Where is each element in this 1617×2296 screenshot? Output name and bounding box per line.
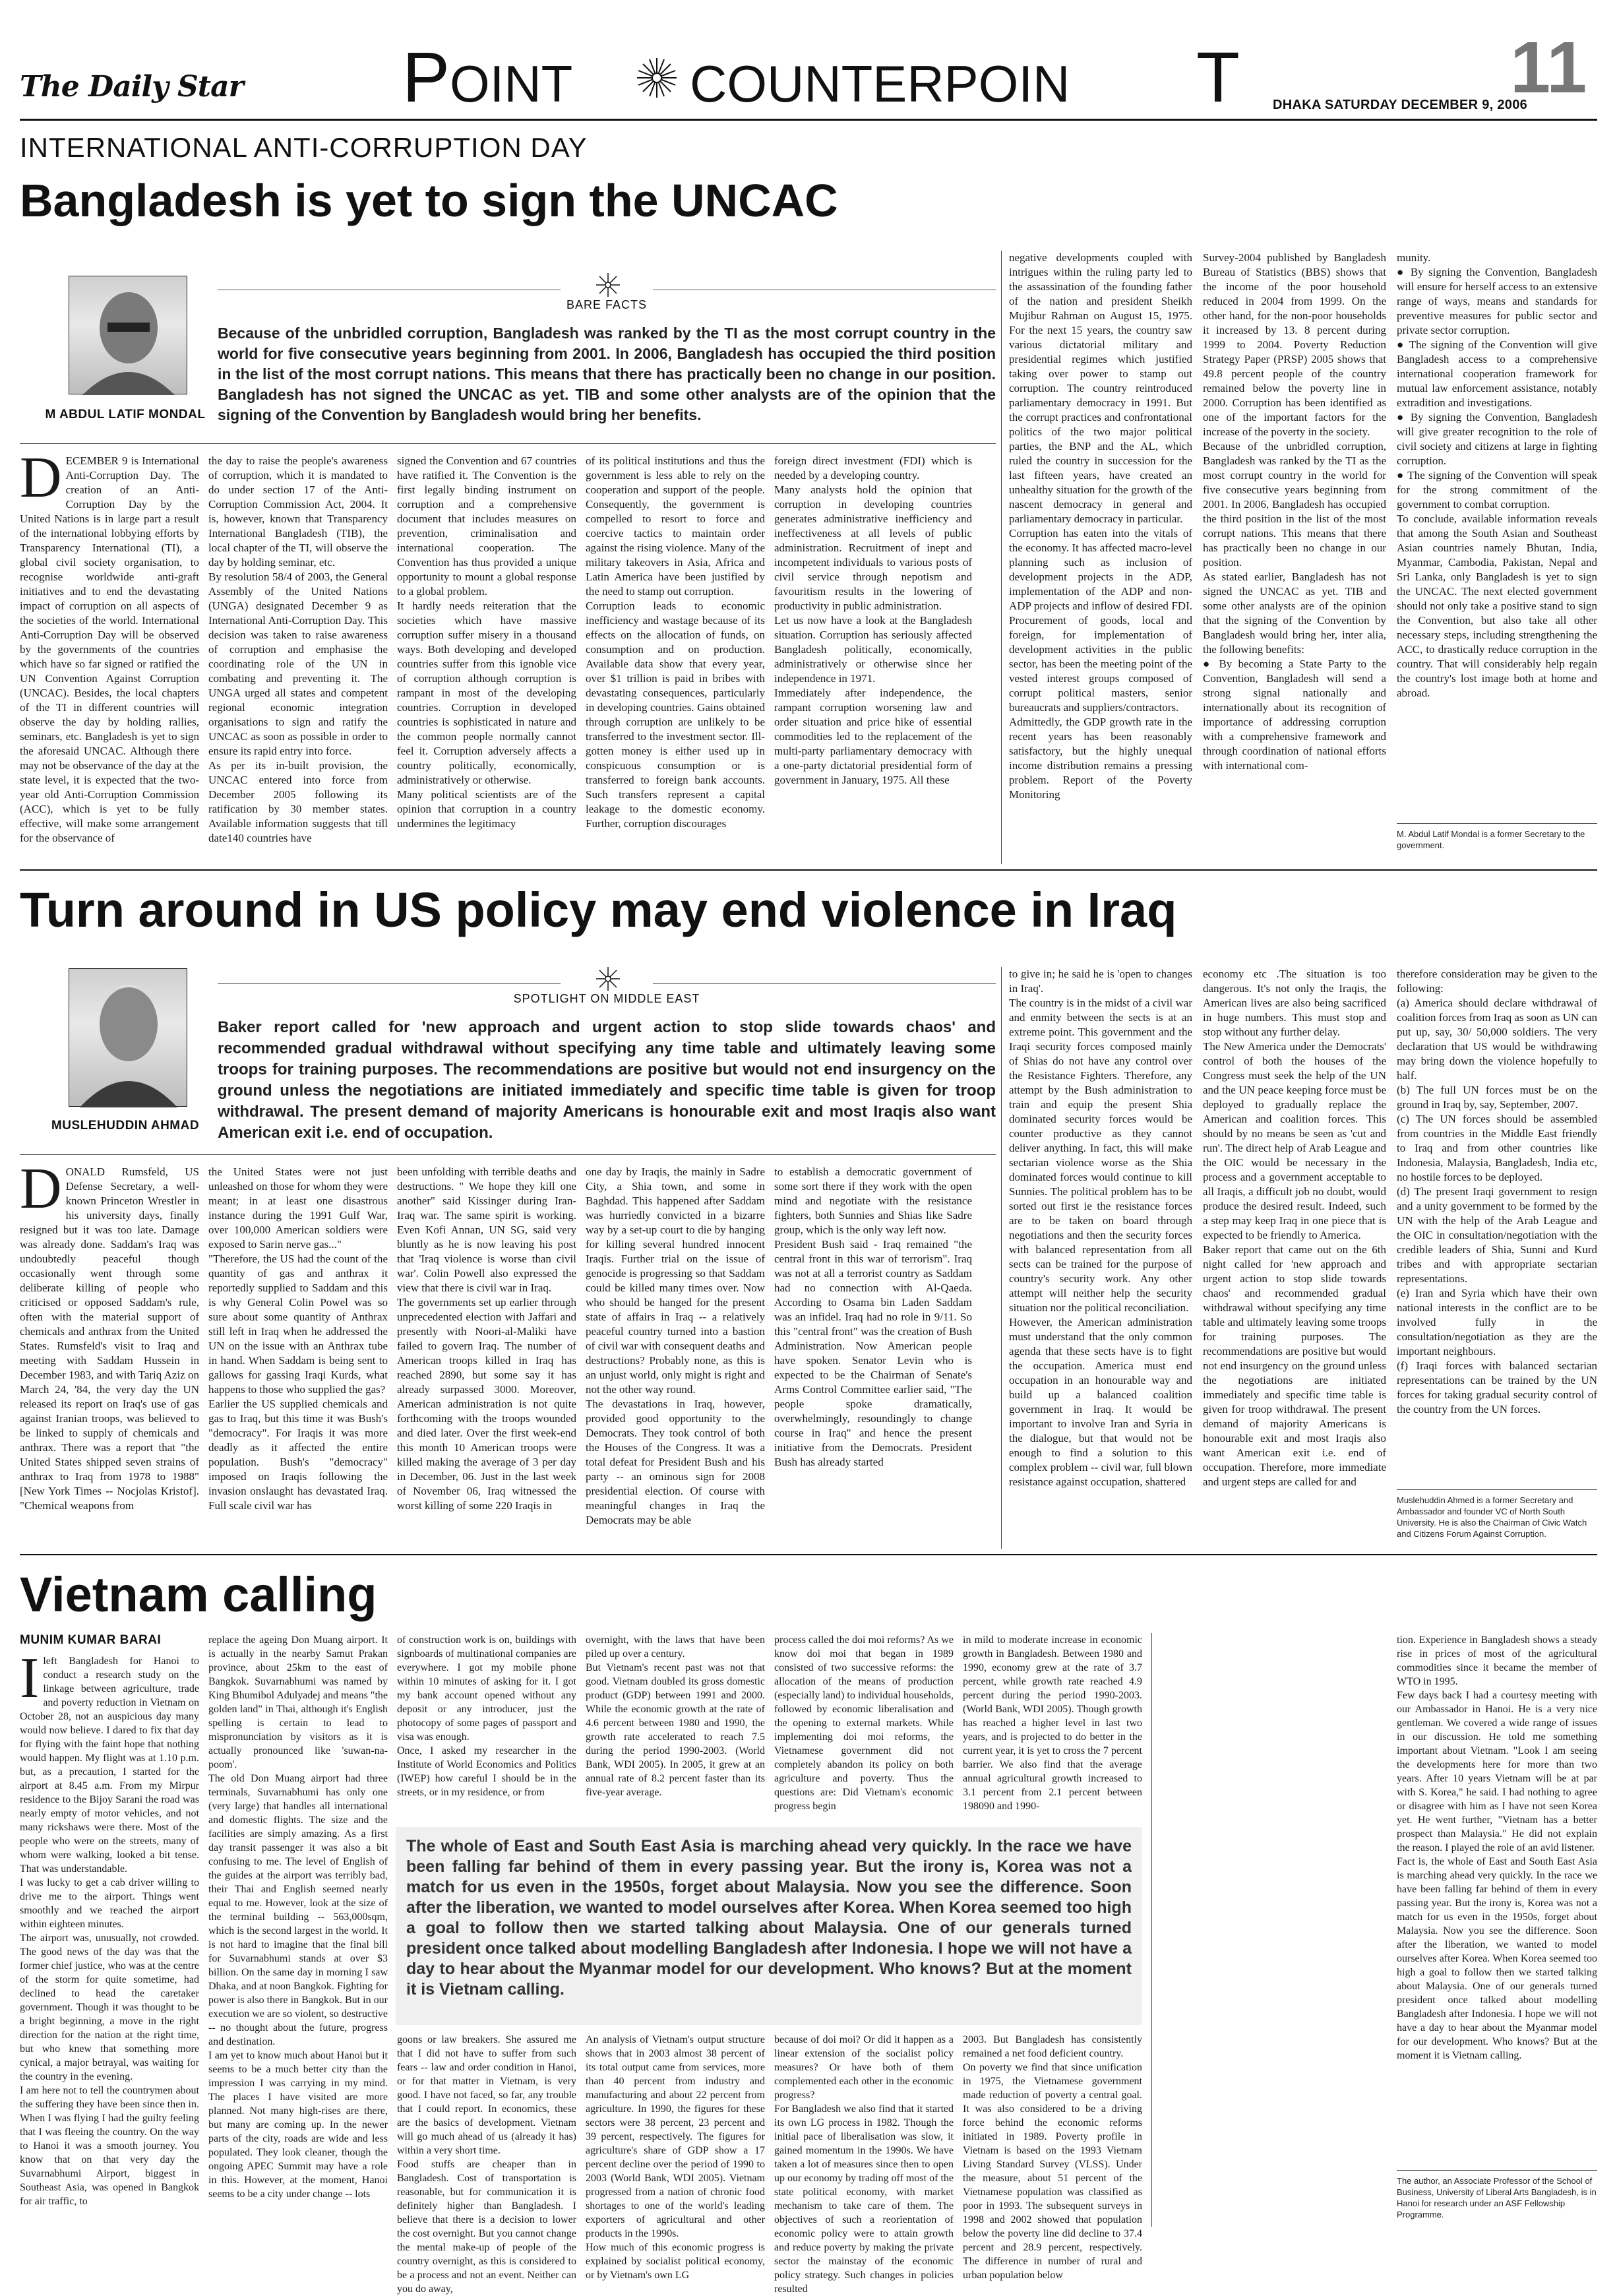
article3-col3b: goons or law breakers. She assured me that I did not have to suffer from such fears -- law and order condition in Hanoi, or for that matter in Vietnam, is very good. I have not faced, so far, any trouble that I could report. In economics, these are the basics of development. Vietnam will go much ahead of us (already it has) within a very short time. Food stuffs are cheaper than in Bangladesh. Cost of transportation is reasonable, but for communication it is definitely higher than Bangladesh. I believe that there is a decision to lower the cost overnight. But you cannot change the mental make-up of people of the country overnight, as this is considered to be a process and not an event. Neither can you do away,: [397, 2034, 576, 2295]
article1-footnote-rule: [1397, 823, 1597, 824]
article1-author-photo: [69, 276, 187, 394]
article3-pull-quote: The whole of East and South East Asia is marching ahead very quickly. In the race we have been falling far behind of them in every passing year. But the irony is, Korea was not a match for us even in the 1950s, forget about Malaysia. Now you see the difference. Soon after the liberation, we wanted to model ourselves after Korea. When Korea seemed too high a goal to follow then we started talking about Malaysia. One of our generals turned president once talked about modelling Bangladesh after Indonesia. I hope we will not have a day to hear about the Myanmar model for our development. Who knows? But at the moment it is Vietnam calling.: [396, 1827, 1142, 2025]
article1-col5: foreign direct investment (FDI) which is needed by a developing country. Many analysts hold the opinion that corruption in developing countries generates administrative inefficiency and ineffectiveness at all levels of public administration. Recruitment of inept and incompetent individuals to various posts of civil service through nepotism and favouritism results in the lowering of productivity in public administration. Let us now have a look at the Bangladesh situation. Corruption has seriously affected Bangladesh politically, economically, administratively or otherwise since her independence in 1971. Immediately after independence, the rampant corruption worsening law and order situation and price hike of essential commodities led to the replacement of the multi-party parliamentary democracy with a one-party dictatorial presidential form of government in January, 1975. All these: [774, 454, 972, 786]
article2-col-rule-1: [1001, 967, 1002, 1549]
article3-dropcap: I: [20, 1646, 40, 1710]
article1-col1-text: ECEMBER 9 is International Anti-Corruption Day. The creation of an Anti-Corruption Day by the United Nations is in large part a result of the international lobbying efforts by Transparency International (TI), a global civil society organisation, to recognise worldwide anti-graft initiatives and to end the devastating impact of corruption on all aspects of the societies of the world. International Anti-Corruption Day will be observed by the governments of the countries which have so far signed or ratified the UN Convention Against Corruption (UNCAC). Besides, the local chapters of the TI in different countries will observe the day by holding rallies, seminars, etc. Bangladesh is yet to sign the aforesaid UNCAC. Although there may not be observance of the day at the state level, it is expected that the two-year old Anti-Corruption Commission (ACC), which is yet to be fully effective, will make some arrangement for the observance of: [20, 454, 199, 844]
section-title: [402, 37, 1260, 117]
article2-col7: economy etc .The situation is too dangerous. It's not only the Iraqis, the American lives are also being sacrificed in huge numbers. This must stop and stop without any further delay. The New America under the Democrats' control of both the houses of the Congress must seek the help of the UN and the UN peace keeping force must be deployed to gradually replace the American and coalition forces. This should by no means be seen as 'cut and run'. The direct help of Arab League and the OIC would be necessary in the process and a government acceptable to all Iraqis, a difficult job no doubt, would produce the desired result. Indeed, such a step may keep Iraq in one piece that is expected to be friendly to America. Baker report that came out on the 6th night called for 'new approach and urgent action to stop slide towards chaos' and recommended gradual withdrawal without specifying any time table and ultimately leaving some troops for training purposes. The recommendations are positive but would not end insurgency on the ground unless the negotiations are initiated immediately and specific time table is given for troop withdrawal. The present demand of majority Americans is honourable exit and most Iraqis also want American exit i.e. end of occupation. Therefore, more immediate and urgent steps are called for and: [1203, 968, 1386, 1488]
article2-author: MUSLEHUDDIN AHMAD: [51, 1119, 200, 1132]
article3-footnote-rule: [1397, 2170, 1597, 2171]
article2-col4: one day by Iraqis, the mainly in Sadre City, a Shia town, and some in Baghdad. This happened after Saddam was hurriedly convicted in a bizarre way by a set-up court to die by hanging for killing several hundred innocent Iraqis. Further trial on the issue of genocide is progressing so that Saddam could be killed many times over. Now who should be hanged for the present state of affairs in Iraq -- a relatively peaceful country turned into a bastion of civil war with consequent deaths and destructions? Probably none, as this is an unjust world, only might is right and not the other way round. The devastations in Iraq, however, provided good opportunity to the Democrats. They took control of both the Houses of the Congress. It was a total defeat for President Bush and his party -- an ominous sign for 2008 presidential election. Of course with meaningful changes in Iraq the Democrats may be able: [586, 1165, 765, 1526]
article3-col2: replace the ageing Don Muang airport. It is actually in the nearby Samut Prakan province, about 25km to the east of Bangkok. Suvarnabhumi was named by King Bhumibol Adulyadej and means "the golden land" in Thai, although it's English spelling is certain to lead to mispronunciation by visitors as it is actually pronounced like 'suwan-na-poom'. The old Don Muang airport had three terminals, Suvarnabhumi has only one (very large) that handles all international and domestic flights. The size and the facilities are simply amazing. As a first day transit passenger it was also a bit confusing to me. The level of English of the guides at the airport was terribly bad, their Thai and English seemed nearly equal to me. However, look at the size of the terminal building -- 563,000sqm, which is the second largest in the world. It is not hard to imagine that the final bill for Suvarnabhumi stands at over $3 billion. On the same day in morning I saw Dhaka, and at noon Bangkok. Fighting for power is also there in Bangkok. But in our execution we are so violent, so destructive -- no thought about the future, progress and destination. I am yet to know much about Hanoi but it seems to be a much better city than the impression I was carrying in my mind. The places I have visited are more planned. Not many high-rises are there, but many are coming up. In the newer parts of the city, roads are wide and less populated. They look cleaner, though the ongoing APEC Summit may have a role in this. However, at the moment, Hanoi seems to be a city under change -- lots: [208, 1634, 388, 2200]
article1-section-tag: BARE FACTS: [566, 298, 648, 311]
article2-col3: been unfolding with terrible deaths and destructions. " We hope they kill one another" said Kissinger during Iran-Iraq war. The same spirit is working. Even Kofi Annan, UN SG, said very bluntly as he is now leaving his post that 'Iraq violence is worse than civil war'. Colin Powell also expressed the view that there is civil war in Iraq. The governments set up earlier through unprecedented election with Jaffari and presently with Noori-al-Maliki have failed to govern Iraq. The number of American troops killed in Iraq has reached 2890, but some say it has already surpassed 3000. Moreover, American administration is not quite forthcoming with the troops wounded and died later. Over the first week-end this month 10 American troops were killed making the average of 3 per day in December, 06. Just in the last week of November 06, Iraq witnessed the worst killing of some 220 Iraqis in: [397, 1165, 576, 1512]
article1-body-rule: [20, 443, 996, 444]
article2-footnote: Muslehuddin Ahmed is a former Secretary and Ambassador and founder VC of North South University. He is also the Chairman of Civic Watch and Citizens Forum Against Corruption.: [1397, 1495, 1587, 1539]
article3-col7: [1161, 1633, 1385, 2228]
article2-section-tag: SPOTLIGHT ON MIDDLE EAST: [513, 992, 700, 1005]
tag-rule-right: [653, 983, 996, 984]
article2-col5: to establish a democratic government of some sort there if they work with the open mind and negotiate with the resistance fighters, both Sunnies and Shias like Sadre group, which is the only way left now. President Bush said - Iraq remained "the central front in this war of terrorism". Iraq was not at all a terrorist country as Saddam had no connection with Al-Qaeda. According to Osama bin Laden Saddam was an infidel. Iraq had no role in 9/11. So this "central front" was the creation of Bush Administration. Now American people have spoken. Senator Levin who is expected to be the Chairman of Senate's Arms Control Committee earlier said, "The people spoke dramatically, overwhelmingly, resoundingly to change course in Iraq" and hence the present initiative from the Democrats. President Bush has already started: [774, 1165, 972, 1468]
article3-col1-text: left Bangladesh for Hanoi to conduct a research study on the linkage between agriculture, trade and poverty reduction in Vietnam on October 28, not an auspicious day many would now believe. I dared to fix that day for flying with the faint hope that nothing would happen. My flight was at 1.10 p.m. but, as a precaution, I started for the airport at 8.45 a.m. From my Mirpur residence to the Bijoy Sarani the road was nearly empty of motor vehicles, and not many rickshaws were there. Most of the people who were on the streets, many of whom were walking, looked a bit tense. That was understandable. I was lucky to get a cab driver willing to drive me to the airport. Things went smoothly and we reached the airport within eighteen minutes. The airport was, unusually, not crowded. The good news of the day was that the former chief justice, who was at the centre of the storm for quite sometime, had declined to head the caretaker government. Though it was thought to be a bright beginning, a move in the right direction for the nation at the right time, but who knew that something more cynical, a major betrayal, was waiting for the country in the evening. I am here not to tell the countrymen about the suffering they have been since then in. When I was flying I had the guilty feeling that I was fleeing the country. On the way to Hanoi it was a smooth journey. You know that on that very day the Suvarnabhumi Airport, biggest in Southeast Asia, was opened in Bangkok for air traffic, to: [20, 1656, 199, 2207]
article1-section-tag-box: [218, 269, 996, 311]
dateline: DHAKA SATURDAY DECEMBER 9, 2006: [1273, 98, 1528, 112]
tag-rule-left: [218, 983, 561, 984]
article1-kicker: Because of the unbridled corruption, Bangladesh was ranked by the TI as the most corrupt country in the world for five consecutive years beginning from 2001. In 2006, Bangladesh has occupied the third position in the list of the most corrupt nations. This means that there has practically been no change in our position. Bangladesh has not signed the UNCAC as yet. TIB and some other analysts are of the opinion that the signing of the Convention by Bangladesh would bring her benefits.: [218, 325, 996, 423]
article2-bottom-rule: [20, 1554, 1597, 1555]
article1-footnote: M. Abdul Latif Mondal is a former Secretary to the government.: [1397, 829, 1585, 850]
article2-footnote-rule: [1397, 1489, 1597, 1490]
masthead: [20, 13, 1597, 119]
article2-col6: to give in; he said he is 'open to changes in Iraq'. The country is in the midst of a civil war and enmity between the sects is at an extreme point. This government and the Iraqi security forces composed mainly of Shias do not have any control over the Resistance Fighters. Therefore, any attempt by the Bush administration to train and equip the present Shia dominated security forces would be counter productive as they cannot deliver anything. In fact, this will make sectarian violence worse as the Shia dominated forces would continue to kill Sunnies. The political problem has to be sorted out first ie the resistance forces are to be taken on board through negotiations and then the security forces with balanced representation from all sects can be trained for the purpose of country's security work. Any other attempt will neither help the security situation nor the political reconciliation. However, the American administration must understand that the only common agenda that these sects have is to fight the occupation. America must end occupation in an honourable way and build up a balanced coalition government in Iraq. It would be important to involve Iran and Syria in the dialogue, but that would not be enough to find a solution to this complex problem -- civil war, full blown resistance against occupation, shattered: [1009, 968, 1192, 1488]
article3-footnote: The author, an Associate Professor of the School of Business, University of Liberal Arts Bangladesh, is in Hanoi for research under an ASF Fellowship Programme.: [1397, 2176, 1597, 2219]
article1-col-rule-1: [1001, 251, 1002, 864]
article2-author-photo: [69, 968, 187, 1107]
article2-body-rule: [20, 1154, 996, 1155]
author-portrait-icon: [69, 276, 188, 395]
article3-author: MUNIM KUMAR BARAI: [20, 1633, 162, 1647]
article3-col1: [20, 1646, 199, 2228]
article3-headline: Vietnam calling: [20, 1567, 377, 1622]
article3-col-rule-1: [1151, 1633, 1152, 2227]
article1-dropcap: D: [20, 446, 62, 510]
article1-col7: Survey-2004 published by Bangladesh Bureau of Statistics (BBS) shows that the income of the poor household reduced in 2004 from 1999. On the other hand, for the non-poor households it increased by 13. 8 percent during 1999 to 2004. Poverty Reduction Strategy Paper (PRSP) 2005 shows that 49.8 percent people of the country remained below the poverty line in 2000. Corruption has been identified as one of the important factors for the increase of the poverty in the society. Because of the unbridled corruption, Bangladesh was ranked by the TI as the most corrupt country in the world for five consecutive years beginning from 2001. In 2006, Bangladesh has occupied the third position in the list of the most corrupt nations. This means that there has practically been no change in our position. As stated earlier, Bangladesh has not signed the UNCAC as yet. TIB and some other analysts are of the opinion that the signing of the Convention by Bangladesh would bring her, inter alia, the following benefits: ● By becoming a State Party to the Convention, Bangladesh will send a strong signal nationally and internationally about its recognition of importance of addressing corruption with a comprehensive framework and through coordination of national efforts with international com-: [1203, 251, 1386, 772]
article1-col1: [20, 446, 199, 863]
article3-col6b: 2003. But Bangladesh has consistently remained a net food deficient country. On poverty we find that since unification in 1975, the Vietnamese government made reduction of poverty a central goal. It was also considered to be a driving force behind the economic reforms initiated in 1989. Poverty profile in Vietnam is based on the 1993 Vietnam Living Standard Survey (VLSS). Under the measure, about 51 percent of the Vietnamese population was classified as poor in 1993. The subsequent surveys in 1998 and 2002 showed that population below the poverty line did decline to 37.4 percent and 28.9 percent, respectively. The difference in number of rural and urban population below: [963, 2034, 1142, 2281]
article3-col5a: process called the doi moi reforms? As we know doi moi that began in 1989 consisted of two successive reforms: the allocation of the means of production (especially land) to individual households, followed by economic liberalisation and the opening to external markets. While implementing doi moi reforms, the Vietnamese government did not completely abandon its policy on both agriculture and poverty. Thus the questions are: Did Vietnam's economic progress begin: [774, 1634, 954, 1812]
article3-col6a: in mild to moderate increase in economic growth in Bangladesh. Between 1980 and 1990, economy grew at the rate of 3.7 percent, while growth rate reached 4.9 percent during the period 1990-2003. (World Bank, WDI 2005). Though growth has reached a higher level in last two years, and is projected to do better in the current year, it is yet to cross the 7 percent barrier. We also find that the average annual agricultural growth increased to 3.1 percent from 2.1 percent between 198090 and 1990-: [963, 1634, 1142, 1812]
masthead-rule: [20, 119, 1597, 121]
article1-col4: of its political institutions and thus the government is less able to rely on the cooperation and support of the people. Consequently, the government is compelled to resort to force and coercive tactics to maintain order against the rising violence. Many of the military takeovers in Asia, Africa and Latin America have been justified by the need to stamp out corruption. Corruption leads to economic inefficiency and wastage because of its effects on the allocation of funds, on consumption and on production. Available data show that every year, over $1 trillion is paid in bribes with devastating consequences, particularly in developing countries. Gains obtained through corruption are unlikely to be transferred to the investment sector. Ill-gotten money is either used up in conspicuous consumption or is transferred to foreign bank accounts. Such transfers represent a capital leakage to the domestic economy. Further, corruption discourages: [586, 454, 765, 830]
article3-col8: tion. Experience in Bangladesh shows a steady rise in prices of most of the agricultural commodities since it became the member of WTO in 1995. Few days back I had a courtesy meeting with our Ambassador in Hanoi. He is a very nice gentleman. We covered a wide range of issues in our discussion. He told me something important about Vietnam. "Look I am seeing the developments here for more than two years. After 10 years Vietnam will be at par with S. Korea," he said. I had nothing to agree or disagree with him as I have not seen Korea yet. He went further, "Vietnam has a better prospect than Malaysia." He did not explain the reason. I played the role of an avid listener. Fact is, the whole of East and South East Asia is marching ahead very quickly. In the race we have been falling far behind of them in every passing year. But the irony is, Korea was not a match for us even in the 1950s, forget about Malaysia. Now you see the difference. Soon after the liberation, we wanted to model ourselves after Korea. When Korea seemed too high a goal to follow then we started talking about Malaysia. One of our generals turned president once talked about modelling Bangladesh after Indonesia. I hope we will not have a day to hear about the Myanmar model for our development. Who knows? But at the moment it is Vietnam calling.: [1397, 1634, 1597, 2061]
article2-col2: the United States were not just unleashed on those for whom they were meant; in at least one disastrous instance during the 1991 Gulf War, over 100,000 American soldiers were exposed to Sarin nerve gas..." "Therefore, the US had the count of the quantity of gas and anthrax it reportedly supplied to Saddam and this is why General Colin Powel was so sure about some quantity of Anthrax still left in Iraq when he addressed the UN on the issue with an Anthrax tube in hand. When Saddam is being sent to gallows for gassing Iraqi Kurds, what happens to those who supplied the gas? Earlier the US supplied chemicals and gas to Iraq, but this time it was Bush's "democracy". For Iraqis it was more deadly as it affected the entire population. Bush's "democracy" imposed on Iraqis following the invasion onslaught has devastated Iraq. Full scale civil war has: [208, 1165, 388, 1512]
article2-headline: Turn around in US policy may end violence in Iraq: [20, 883, 1177, 937]
article2-col8: therefore consideration may be given to the following: (a) America should declare withdrawal of coalition forces from Iraq as soon as UN can put up, say, 30/ 50,000 soldiers. The very declaration that US would be withdrawing may bring down the violence hopefully to half. (b) The full UN forces must be on the ground in Iraq by, say, September, 2007. (c) The UN forces should be assembled from countries in the Middle East friendly to Iraq and from other countries like Indonesia, Malaysia, Bangladesh, India etc, no hostile forces to be deployed. (d) The present Iraqi government to resign and a unity government to be formed by the UN with the help of the Arab League and the OIC in consultation/negotiation with the credible leaders of Shia, Sunni and Kurd tribes and with appropriate sectarian representations. (e) Iran and Syria which have their own national interests in the conflict are to be involved fully in the consultation/negotiation as they are the important neighbours. (f) Iraqi forces with balanced sectarian representations can be trained by the UN forces for taking gradual security control of the country from the UN forces.: [1397, 968, 1598, 1415]
article2-dropcap: D: [20, 1157, 62, 1221]
author-portrait-icon: [69, 969, 188, 1107]
article3-col4b: An analysis of Vietnam's output structure shows that in 2003 almost 38 percent of its total output came from services, more than 40 percent from industry and manufacturing and about 22 percent from agriculture. In 1990, the figures for these sectors were 38 percent, 23 percent and 39 percent, respectively. The figures for agriculture's share of GDP show a 17 percent decline over the period of 1990 to 2003 (World Bank, WDI 2005). Vietnam progressed from a nation of chronic food shortages to one of the world's leading exporters of agricultural and other products in the 1990s. How much of this economic progress is explained by socialist political economy, or by Vietnam's own LG: [586, 2034, 765, 2281]
section-title-svg: [402, 37, 1260, 117]
article1-bottom-rule: [20, 869, 1597, 871]
article1-author: M ABDUL LATIF MONDAL: [45, 408, 206, 421]
article2-kicker: Baker report called for 'new approach and urgent action to stop slide towards chaos' and recommended gradual withdrawal without specifying any time table and ultimately leaving some troops for training purposes. The recommendations are positive but would not end insurgency on the ground unless the negotiations are initiated immediately and specific time table is given for troop withdrawal. The present demand of majority Americans is honourable exit and most Iraqis also want American exit i.e. end of occupation.: [218, 1018, 996, 1142]
article1-headline: Bangladesh is yet to sign the UNCAC: [20, 175, 838, 226]
page-number: 11: [1510, 27, 1587, 108]
paper-logo[interactable]: The Daily Star: [20, 70, 243, 104]
starburst-icon: [637, 58, 677, 98]
article2-col1: [20, 1157, 199, 1547]
article2-section-tag-box: [218, 963, 996, 1005]
article1-supertitle: INTERNATIONAL ANTI-CORRUPTION DAY: [20, 132, 588, 163]
section-title-point: P: [402, 37, 450, 117]
article1-col6: negative developments coupled with intrigues within the ruling party led to the assassination of the founding father of the nation and president Sheikh Mujibur Rahman on August 15, 1975. For the next 15 years, the country saw various dictatorial military and presidential regimes which justified taking over power to stamp out corruption. The country reintroduced parliamentary democracy in 1991. But the corrupt practices and confrontational politics of the two major political parties, the BNP and the AL, which ruled the country in succession for the last fifteen years, have created an unhealthy situation for the growth of the nascent democracy in general and parliamentary democracy in particular. Corruption has eaten into the vitals of the economy. It has affected macro-level planning such as inclusion of development projects in the ADP, implementation of the ADP and non-ADP projects and inflow of desired FDI. Procurement of goods, local and foreign, for implementation of development activities in the public sector, has been the meeting point of the vested interest groups composed of corrupt political masters, senior bureaucrats and suppliers/contractors. Admittedly, the GDP growth rate in the recent years has been reasonably satisfactory, but the highly unequal income distribution remains a pressing problem. Report of the Poverty Monitoring: [1009, 251, 1192, 801]
article2-col1-text: ONALD Rumsfeld, US Defense Secretary, a well-known Princeton Wrestler in his university days, finally resigned but it was too late. Damage was already done. Saddam's Iraq was undoubtedly peaceful though occasionally went through some deliberate killing of people who criticised or opposed Saddam's rule, often with the material support of chemicals and anthrax from the United States. Rumsfeld's visit to Iraq and meeting with Saddam Hussein in December 1983, and with Tariq Aziz on March 24, '84, the very day the UN released its report on Iraq's use of gas against Iranian troops, was believed to be linked to supply of chemicals and anthrax. There was a report that "the United States shipped seven strains of anthrax to Iraq from 1978 to 1988" [New York Times -- Nocjolas Kristof]. "Chemical weapons from: [20, 1165, 199, 1512]
article3-col3a: of construction work is on, buildings with signboards of multinational companies are everywhere. I got my mobile phone within 10 minutes of asking for it. I got my bank account opened without any deposit or any introducer, just the photocopy of some pages of passport and visa was enough. Once, I asked my researcher in the Institute of World Economics and Politics (IWEP) how careful I should be in the streets, or in my residence, or from: [397, 1634, 576, 1798]
section-title-t: T: [1196, 37, 1240, 117]
starburst-small-icon: [594, 964, 623, 993]
article1-col2: the day to raise the people's awareness of corruption, which it is mandated to do under section 17 of the Anti-Corruption Commission Act, 2004. It is, however, known that Transparency International Bangladesh (TIB), the local chapter of the TI, will observe the day by holding seminar, etc. By resolution 58/4 of 2003, the General Assembly of the United Nations (UNGA) designated December 9 as International Anti-Corruption Day. This decision was taken to raise awareness of corruption and emphasise the coordinating role of the UN in combating and preventing it. The UNGA urged all states and competent regional economic integration organisations to sign and ratify the UNCAC as soon as possible in order to ensure its rapid entry into force. As per its in-built provision, the UNCAC entered into force from December 2005 following its ratification by 30 member states. Available information suggests that till date140 countries have: [208, 454, 388, 844]
article3-col5b: because of doi moi? Or did it happen as a linear extension of the socialist policy measures? Or have both of them complemented each other in the economic progress? For Bangladesh we also find that it started its own LG process in 1982. Though the initial pace of liberalisation was slow, it gained momentum in the 1990s. We have taken a lot of measures since then to open up our economy by trading off most of the state political economy, with market mechanism to take care of them. The objectives of such a reorientation of economic policy were to attain growth and reduce poverty by making the private sector the mainstay of the economic policy strategy. Such changes in policies resulted: [774, 2034, 954, 2295]
starburst-small-icon: [594, 270, 623, 299]
section-title-oint: OINT: [450, 55, 573, 113]
article1-col8: munity. ● By signing the Convention, Bangladesh will ensure for herself access to an extensive range of ways, means and standards for preventive measures for public sector and private sector corruption. ● The signing of the Convention will give Bangladesh access to a comprehensive international cooperation framework for mutual law enforcement assistance, notably extradition and investigations. ● By signing the Convention, Bangladesh will give greater recognition to the role of civil society and citizens at large in fighting corruption. ● The signing of the Convention will speak for the strong commitment of the government to combat corruption. To conclude, available information reveals that among the South Asian and Southeast Asian countries namely Bhutan, India, Myanmar, Cambodia, Pakistan, Nepal and Sri Lanka, only Bangladesh is yet to sign the UNCAC. The next elected government should not only take a positive stand to sign the Convention, but also take all other necessary steps, including strengthening the ACC, to drastically reduce corruption in the country. That will considerably help regain the country's lost image both at home and abroad.: [1397, 251, 1597, 699]
article1-col3: signed the Convention and 67 countries have ratified it. The Convention is the first legally binding instrument on corruption and a comprehensive document that includes measures on prevention, criminalisation and international cooperation. The Convention has thus provided a unique opportunity to mount a global response to a global problem. It hardly needs reiteration that the societies which have massive corruption suffer misery in a thousand ways. Both developing and developed countries suffer from this ignoble vice of corruption although corruption is rampant in most of the developing countries. Corruption in developed countries is sophisticated in nature and the common people normally cannot feel it. Corruption adversely affects a country politically, economically, administratively or otherwise. Many political scientists are of the opinion that corruption in a country undermines the legitimacy: [397, 454, 576, 830]
article3-col4a: overnight, with the laws that have been piled up over a century. But Vietnam's recent past was not that good. Vietnam doubled its gross domestic product (GDP) between 1991 and 2000. While the economic growth at the rate of 4.6 percent between 1980 and 1990, the growth rate accelerated to reach 7.5 during the period 1990-2003. (World Bank, WDI 2005). In 2005, it grew at an annual rate of 8.2 percent faster than its five-year average.: [586, 1634, 765, 1798]
section-title-counterpoint: COUNTERPOIN: [690, 55, 1070, 113]
